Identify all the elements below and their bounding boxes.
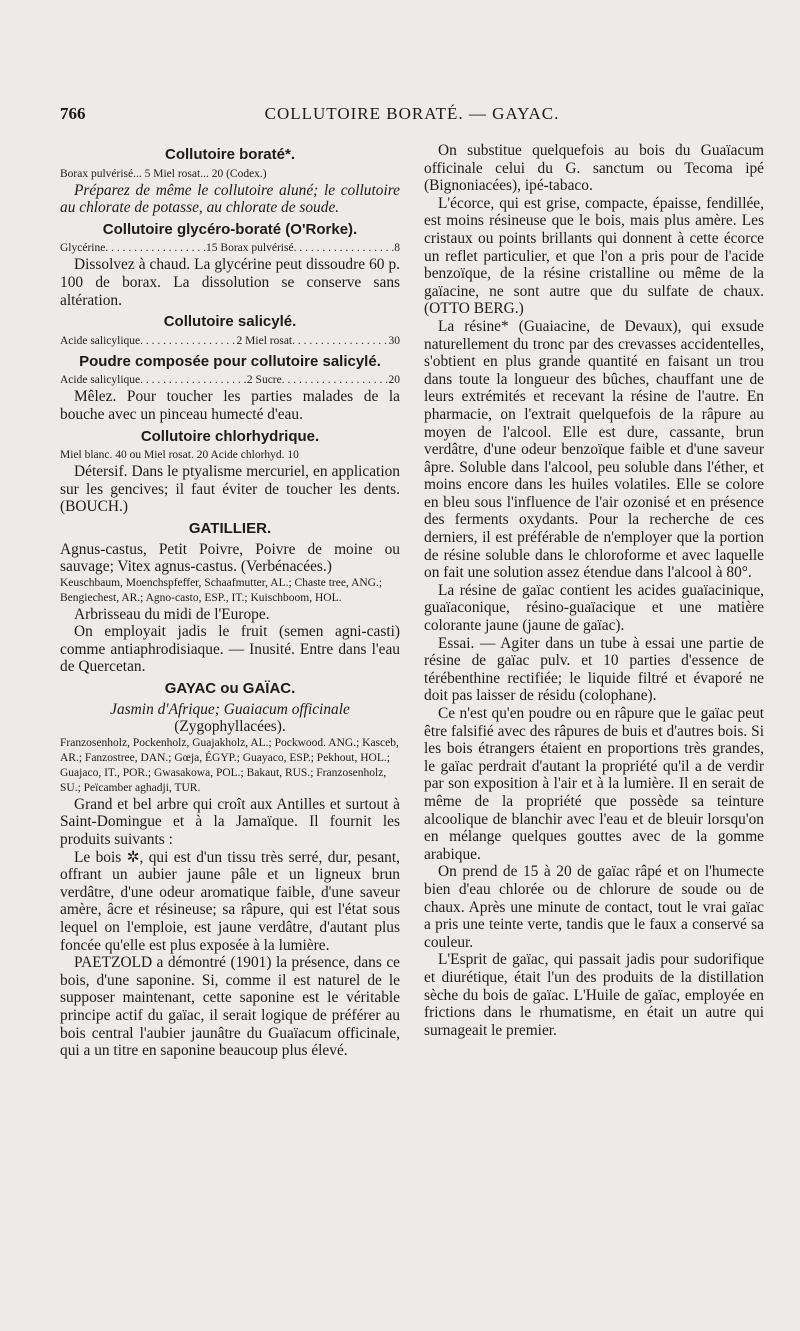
gayac-essai: Essai. — Agiter dans un tube à essai une partie de résine de gaïac pulv. et 10 parties d'essence de térébenthine rectifiée; le liquide filtré et évaporé ne doit pas laisser de résidu (colophane). — [424, 634, 764, 705]
gayac-saponine: PAETZOLD a démontré (1901) la présence, dans ce bois, d'une saponine. Si, comme il est naturel de le supposer maintenant, cette saponine est le véritable principe actif du gaïac, il serait logique de préférer au bois central l'aubier jaunâtre du Guaïacum officinale, qui a un titre en saponine beaucoup plus élevé. — [60, 954, 400, 1060]
heading-poudre-composee: Poudre composée pour collutoire salicylé. — [79, 352, 381, 370]
gayac-resine-acides: La résine de gaïac contient les acides guaïacinique, guaïaconique, résino-guaïacique et une matière colorante jaune (jaune de gaïac). — [424, 581, 764, 635]
running-title: COLLUTOIRE BORATÉ. — GAYAC. — [264, 104, 560, 123]
gatillier-synonyms: Agnus-castus, Petit Poivre, Poivre de moine ou sauvage; Vitex agnus-castus. (Verbénacées.) — [60, 540, 400, 576]
formula-poudre-composee — [60, 373, 400, 388]
leader-dots — [140, 334, 236, 349]
formula-ingredient: 2 Sucre — [246, 374, 282, 387]
right-column — [424, 142, 764, 1039]
formula-collutoire-chlorhydrique: Miel blanc. 40 ou Miel rosat. 20 Acide chlorhyd. 10 — [60, 449, 299, 462]
gayac-family: (Zygophyllacées). — [174, 718, 286, 736]
formula-collutoire-salicyle — [60, 334, 400, 349]
paragraph-poudre-composee: Mêlez. Pour toucher les parties malades de la bouche avec un pinceau humecté d'eau. — [60, 388, 400, 423]
heading-collutoire-chlorhydrique: Collutoire chlorhydrique. — [140, 427, 320, 445]
formula-glycero-borate — [60, 241, 400, 256]
leader-dots — [140, 373, 247, 388]
formula-ingredient: Glycérine — [60, 242, 106, 255]
gatillier-foreign-names: Keuschbaum, Moenchspfeffer, Schaafmutter, AL.; Chaste tree, ANG.; Bengiechest, AR.; Agno-casto, ESP., IT.; Kuischboom, HOL. — [60, 576, 383, 604]
left-column — [60, 142, 400, 1060]
paragraph-collutoire-chlorhydrique: Détersif. Dans le ptyalisme mercuriel, en application sur les gencives; il faut éviter de toucher les dents. (BOUCH.) — [60, 463, 400, 516]
gayac-description: Grand et bel arbre qui croît aux Antilles et surtout à Saint-Domingue et à la Jamaïque. Il fournit les produits suivants : — [60, 795, 400, 849]
formula-ingredient: 2 Miel rosat — [236, 334, 293, 347]
gayac-synonyms: Jasmin d'Afrique; Guaiacum officinale — [110, 700, 350, 718]
formula-quantity: 20 — [388, 374, 400, 387]
running-header — [60, 104, 764, 132]
leader-dots — [292, 334, 388, 349]
gayac-methode: On prend de 15 à 20 de gaïac râpé et on l'humecte bien d'eau chlorée ou de chlorure de soude ou de chaux. Après une minute de contact, tout le vrai gaïac a pris une teinte verte, tandis que le faux a conservé sa couleur. — [424, 863, 764, 951]
formula-collutoire-borate: Borax pulvérisé... 5 Miel rosat... 20 (Codex.) — [60, 167, 267, 180]
gayac-esprit-huile: L'Esprit de gaïac, qui passait jadis pour sudorifique et diurétique, était l'un des produits de la distillation sèche du bois de gaïac. L'Huile de gaïac, employée en frictions dans le rhumatisme, en était un autre qui surnageait le premier. — [424, 951, 764, 1039]
heading-glycero-borate: Collutoire glycéro-boraté (O'Rorke). — [102, 220, 358, 238]
gayac-falsification: Ce n'est qu'en poudre ou en râpure que le gaïac peut être falsifié avec des râpures de buis et d'autres bois. Si les bois étrangers étaient en proportions très grandes, le gaïac perdrait d'autant la propriété qu'il a de verdir par son exposition à l'air et à la lumière. Il en serait de même de la propriété que possède sa teinture alcoolique de blanchir avec l'eau et de bleuir lorsqu'on en mélange quelques gouttes avec de la gomme arabique. — [424, 705, 764, 863]
leader-dots — [282, 373, 389, 388]
formula-quantity: 30 — [388, 334, 401, 347]
leader-dots — [105, 241, 206, 256]
gayac-foreign-names: Franzosenholz, Pockenholz, Guajakholz, AL.; Pockwood. ANG.; Kasceb, AR.; Fanzostree, DAN.; Gœja, ÉGYP.; Guayaco, ESP.; Pekhout, HOL.; Guajaco, IT., POR.; Gwasakowa, POL.; Bakaut, RUS.; Franzosenholz, SU.; Peïcamber aghadji, TUR. — [60, 736, 399, 794]
page-number: 766 — [60, 104, 86, 123]
paragraph-glycero-borate: Dissolvez à chaud. La glycérine peut dissoudre 60 p. 100 de borax. La dissolution se conserve sans altération. — [60, 256, 400, 309]
leader-dots — [294, 241, 395, 256]
gayac-ecorce: L'écorce, qui est grise, compacte, épaisse, fendillée, est moins résineuse que le bois, mais plus amère. Les cristaux ou points brillants qui donnent à cette écorce un reflet particulier, et que l'on a pris pour de l'acide benzoïque, de la résine cristalline ou même de la gaïacine, ne sont autre que du sulfate de chaux. (OTTO BERG.) — [424, 194, 764, 318]
formula-ingredient: Acide salicylique — [60, 374, 141, 387]
heading-gayac: GAYAC ou GAÏAC. — [164, 680, 296, 698]
gatillier-origin: Arbrisseau du midi de l'Europe. — [74, 605, 270, 623]
gayac-substitution: On substitue quelquefois au bois du Guaïacum officinale celui du G. sanctum ou Tecoma ipé (Bignoniacées), ipé-tabaco. — [424, 142, 764, 195]
heading-collutoire-salicyle: Collutoire salicylé. — [163, 313, 297, 331]
heading-collutoire-borate: Collutoire boraté*. — [164, 146, 295, 163]
gayac-bois: Le bois ✲, qui est d'un tissu très serré, dur, pesant, offrant un aubier jaune pâle et un ligneux brun verdâtre, d'une odeur aromatique faible, d'une saveur amère, âcre et résineuse; sa râpure, qui est l'état sous lequel on l'emploie, est jaune verdâtre, d'autant plus foncée qu'elle est plus exposée à la lumière. — [60, 848, 400, 954]
gatillier-usage: On employait jadis le fruit (semen agni-casti) comme antiaphrodisiaque. — Inusité. Entre dans l'eau de Quercetan. — [60, 623, 400, 676]
formula-quantity: 8 — [394, 242, 401, 255]
gayac-resine: La résine* (Guaiacine, de Devaux), qui exsude naturellement du tronc par des crevasses accidentelles, s'obtient en plus grande quantité en faisant un trou dans toute la longueur des bûches, chauffant une de leurs extrémités et recevant la résine de l'autre. En pharmacie, on l'extrait quelquefois de la râpure au moyen de l'alcool. Elle est dure, cassante, brun verdâtre, d'une odeur benzoïque faible et d'une saveur âpre. Soluble dans l'alcool, peu soluble dans l'éther, et moins encore dans les huiles volatiles. Elle se colore en bleu sous l'influence de l'air ozonisé et en présence des ferments oxydants. Pour la recherche de ces derniers, il est préférable de n'employer que la portion de résine soluble dans le chloroforme et avec laquelle on fait une solution assez étendue dans l'alcool à 80°. — [424, 317, 764, 582]
formula-ingredient: Acide salicylique — [60, 334, 141, 347]
formula-ingredient: 15 Borax pulvérisé — [206, 242, 294, 255]
paragraph-collutoire-borate: Préparez de même le collutoire aluné; le collutoire au chlorate de potasse, au chlorate de soude. — [60, 181, 400, 217]
heading-gatillier: GATILLIER. — [188, 519, 272, 537]
